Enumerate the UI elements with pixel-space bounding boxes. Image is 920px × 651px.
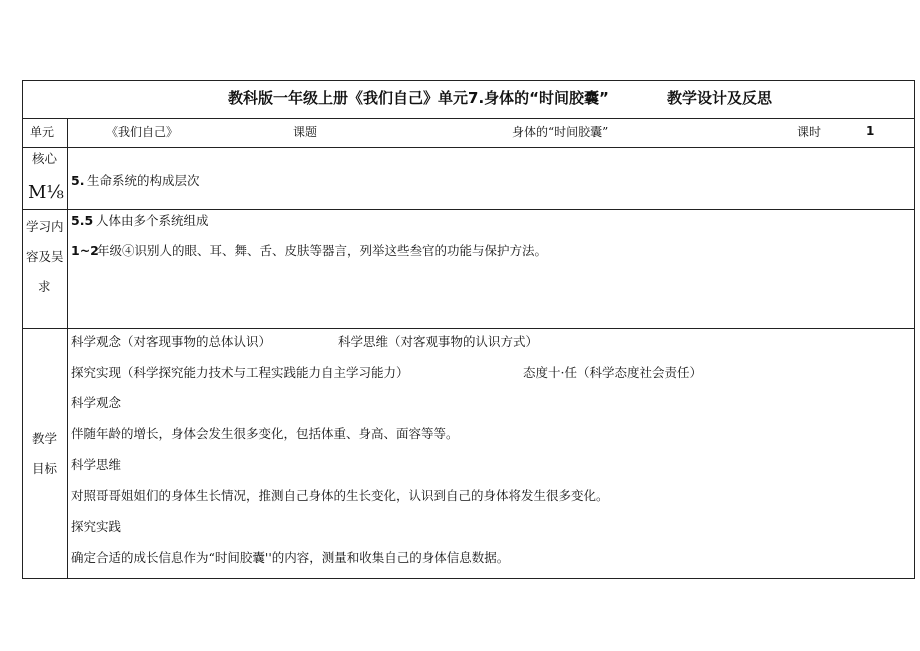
unit-label: 单元 bbox=[30, 125, 55, 139]
goals-label-line2: 目标 bbox=[32, 461, 58, 476]
goals-label-line1: 教学 bbox=[32, 431, 58, 446]
document-title: 教科版一年级上册《我们自己》单元7.身体的“时间胶囊” bbox=[228, 89, 609, 107]
dimension-science-concept: 科学观念（对客现事物的总体认识） bbox=[71, 334, 272, 349]
goal-concept-text: 伴随年龄的增长，身体会发生很多变化，包括体重、身高、面容等等。 bbox=[71, 426, 459, 441]
dimension-science-thinking: 科学思维（对客观事物的认识方式） bbox=[338, 334, 539, 349]
unit-value: 《我们自己》 bbox=[106, 125, 179, 139]
unit-row-bottom-border bbox=[22, 147, 915, 148]
goal-thinking-text: 对照哥哥姐姐们的身体生长情况，推测自己身体的生长变化，认识到自己的身体将发生很多变化。 bbox=[71, 488, 609, 503]
learning-label-line2: 容及吴 bbox=[26, 249, 64, 264]
learning-label-line3: 求 bbox=[38, 279, 51, 294]
document-title-suffix: 教学设计及反思 bbox=[667, 89, 773, 107]
core-row-bottom-border bbox=[22, 209, 915, 210]
goal-thinking-heading: 科学思维 bbox=[71, 457, 122, 472]
learning-row-bottom-border bbox=[22, 328, 915, 329]
table-right-border bbox=[914, 80, 915, 578]
period-value: 1 bbox=[866, 124, 875, 138]
dimension-attitude-responsibility: 态度十·任（科学态度社会责任） bbox=[523, 365, 702, 380]
table-bottom-border bbox=[22, 578, 915, 579]
goal-practice-heading: 探究实践 bbox=[71, 519, 122, 534]
topic-value: 身体的“时间胶囊” bbox=[512, 125, 609, 139]
core-content-number: 5. bbox=[71, 173, 85, 188]
core-label-line1: 核心 bbox=[32, 151, 58, 166]
core-content-text: 生命系统的构成层次 bbox=[87, 173, 200, 188]
title-row-bottom-border bbox=[22, 118, 915, 119]
goal-practice-text: 确定合适的成长信息作为“时间胶囊''的内容，测量和收集自己的身体信息数据。 bbox=[71, 550, 510, 565]
learning-item1-text: 人体由多个系统组成 bbox=[96, 213, 209, 228]
goal-concept-heading: 科学观念 bbox=[71, 395, 122, 410]
learning-item1-number: 5.5 bbox=[71, 213, 94, 228]
table-left-border bbox=[22, 80, 23, 578]
learning-label-line1: 学习内 bbox=[26, 219, 64, 234]
dimension-inquiry-practice: 探究实现（科学探究能力技术与工程实践能力自主学习能力） bbox=[71, 365, 409, 380]
label-column-divider bbox=[67, 118, 68, 578]
core-label-line2: M⅛ bbox=[28, 182, 64, 203]
table-top-border bbox=[22, 80, 915, 81]
topic-label: 课题 bbox=[293, 125, 318, 139]
period-label: 课时 bbox=[797, 125, 822, 139]
learning-item2-text: 年级④识别人的眼、耳、舞、舌、皮肤等器言，列举这些叁官的功能与保护方法。 bbox=[97, 243, 548, 258]
learning-item2-number: 1~2 bbox=[71, 243, 99, 258]
